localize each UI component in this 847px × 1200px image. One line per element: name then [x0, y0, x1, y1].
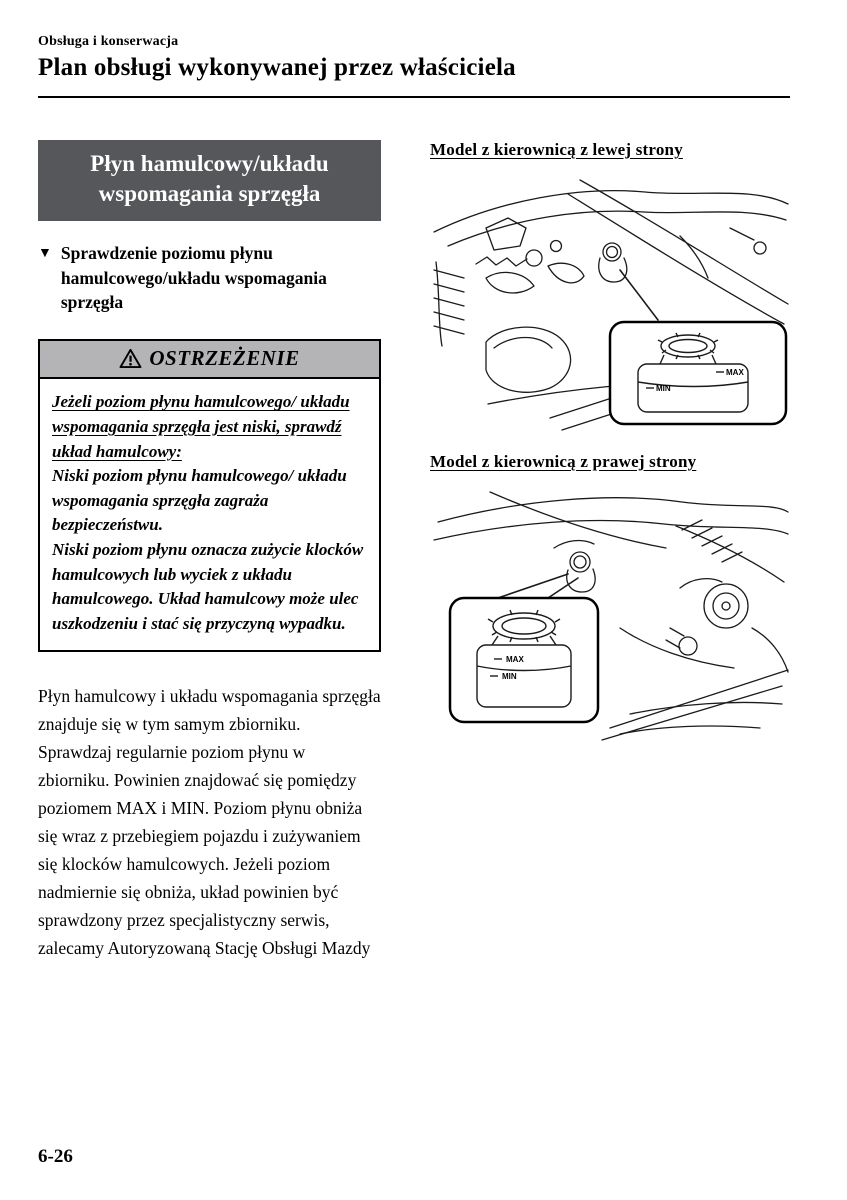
title-rule — [38, 96, 790, 98]
reservoir-inset-lhd — [610, 322, 786, 424]
section-label: Obsługa i konserwacja — [38, 34, 179, 49]
engine-bay-lhd-illustration — [430, 166, 792, 438]
warning-lead-text: Jeżeli poziom płynu hamulcowego/ układu wspomagania sprzęgła jest niski, sprawdź układ hamulcowy: — [52, 392, 350, 461]
check-heading — [38, 241, 381, 316]
reservoir-max-label-lhd: MAX — [726, 368, 744, 377]
warning-text-2: Niski poziom płynu oznacza zużycie klocków hamulcowych lub wyciek z układu hamulcowego. Układ hamulcowy może ulec uszkodzeniu i stać się przyczyną wypadku. — [52, 540, 364, 634]
reservoir-min-label-rhd: MIN — [502, 672, 517, 681]
topic-line-2: wspomagania sprzęgła — [98, 181, 321, 207]
warning-title: OSTRZEŻENIE — [149, 346, 300, 371]
topic-heading-box — [38, 140, 381, 221]
figure-caption-lhd: Model z kierownicą z lewej strony — [430, 140, 683, 159]
engine-bay-rhd-illustration — [430, 478, 792, 750]
reservoir-max-label-rhd: MAX — [506, 655, 524, 664]
warning-text-1: Niski poziom płynu hamulcowego/ układu wspomagania sprzęgła zagraża bezpieczeństwu. — [52, 466, 347, 535]
body-paragraphs — [38, 682, 381, 962]
warning-triangle-icon — [119, 348, 142, 369]
figure-caption-rhd: Model z kierownicą z prawej strony — [430, 452, 697, 471]
warning-box — [38, 339, 381, 651]
figure-engine-bay-rhd — [430, 478, 792, 750]
paragraph-1: Płyn hamulcowy i układu wspomagania sprzęgła znajduje się w tym samym zbiorniku. — [38, 685, 381, 734]
reservoir-inset-rhd — [450, 598, 598, 722]
reservoir-min-label-lhd: MIN — [656, 384, 671, 393]
page-title: Plan obsługi wykonywanej przez właściciela — [38, 54, 516, 81]
figure-engine-bay-lhd — [430, 166, 792, 438]
topic-line-1: Płyn hamulcowy/układu — [90, 151, 329, 176]
check-heading-text: Sprawdzenie poziomu płynu hamulcowego/układu wspomagania sprzęgła — [60, 242, 327, 313]
triangle-bullet-icon: ▼ — [38, 245, 52, 261]
page-number: 6-26 — [38, 1146, 73, 1167]
left-column — [38, 140, 381, 962]
paragraph-2: Sprawdzaj regularnie poziom płynu w zbiorniku. Powinien znajdować się pomiędzy poziomem MAX i MIN. Poziom płynu obniża się wraz z przebiegiem pojazdu i zużywaniem się klocków hamulcowych. Jeżeli poziom nadmiernie się obniża, układ powinien być sprawdzony przez specjalistyczny serwis, zalecamy Autoryzowaną Stację Obsługi Mazdy — [38, 741, 371, 958]
right-column — [430, 140, 792, 764]
warning-header — [40, 341, 379, 379]
warning-body — [40, 379, 379, 649]
